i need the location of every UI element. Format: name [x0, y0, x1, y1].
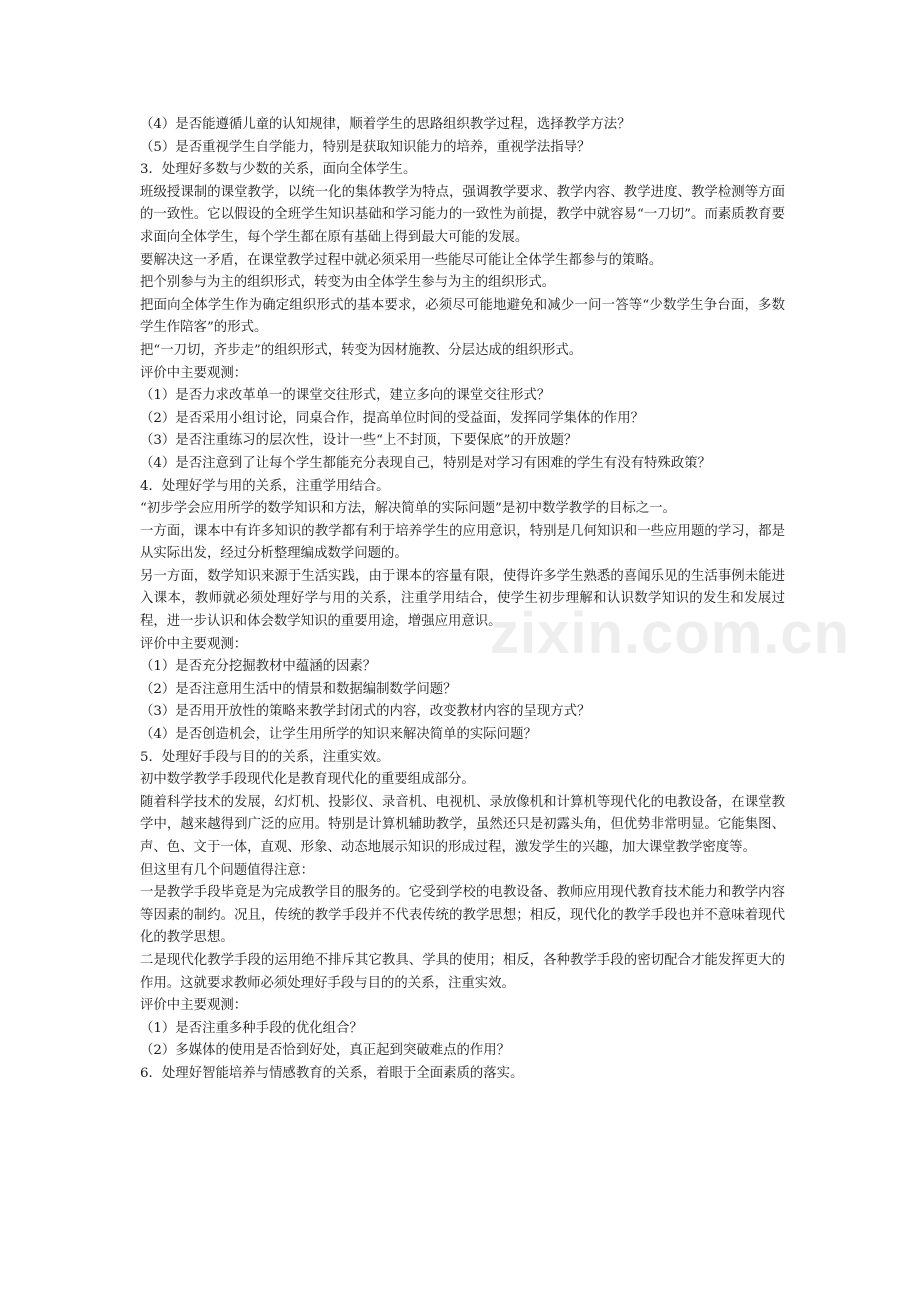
evaluation-heading: 评价中主要观测： [140, 636, 248, 652]
paragraph: 初中数学教学手段现代化是教育现代化的重要组成部分。 [140, 772, 475, 788]
paragraph: 要解决这一矛盾，在课堂教学过程中就必须采用一些能尽可能让全体学生都参与的策略。 [140, 252, 663, 268]
paragraph: 二是现代化教学手段的运用绝不排斥其它教具、学具的使用；相反，各种教学手段的密切配合才能发挥更大的作用。这就要求教师必须处理好手段与目的的关系，注重实效。 [140, 952, 785, 991]
paragraph: 把个别参与为主的组织形式，转变为由全体学生参与为主的组织形式。 [140, 275, 556, 291]
list-item: （4）是否创造机会，让学生用所学的知识来解决简单的实际问题？ [140, 727, 537, 743]
evaluation-heading: 评价中主要观测： [140, 998, 248, 1014]
paragraph: 班级授课制的课堂教学，以统一化的集体教学为特点，强调教学要求、教学内容、教学进度、教学检测等方面的一致性。它以假设的全班学生知识基础和学习能力的一致性为前提，教学中就容易“一刀切”。而素质教育要求面向全体学生，每个学生都在原有基础上得到最大可能的发展。 [140, 184, 785, 245]
section-heading: 6．处理好智能培养与情感教育的关系，着眼于全面素质的落实。 [140, 1065, 524, 1081]
section-heading: 4．处理好学与用的关系，注重学用结合。 [140, 478, 390, 494]
evaluation-heading: 评价中主要观测： [140, 365, 248, 381]
paragraph: 但这里有几个问题值得注意： [140, 862, 315, 878]
list-item: （1）是否力求改革单一的课堂交往形式，建立多向的课堂交往形式？ [140, 388, 551, 404]
section-heading: 5．处理好手段与目的的关系，注重实效。 [140, 749, 390, 765]
paragraph: （4）是否能遵循儿童的认知规律，顺着学生的思路组织教学过程，选择教学方法？ [140, 117, 631, 132]
document-body [140, 114, 785, 1086]
watermark: zixin.com.cn [490, 601, 851, 666]
list-item: （4）是否注意到了让每个学生都能充分表现自己，特别是对学习有困难的学生有没有特殊政策？ [140, 455, 711, 471]
paragraph: 随着科学技术的发展，幻灯机、投影仪、录音机、电视机、录放像机和计算机等现代化的电教设备，在课堂教学中，越来越得到广泛的应用。特别是计算机辅助教学，虽然还只是初露头角，但优势非常明显。它能集图、声、色、文于一体，直观、形象、动态地展示知识的形成过程，激发学生的兴趣，加大课堂教学密度等。 [140, 794, 785, 855]
list-item: （1）是否注重多种手段的优化组合？ [140, 1020, 363, 1036]
list-item: （3）是否用开放性的策略来教学封闭式的内容，改变教材内容的呈现方式？ [140, 704, 591, 720]
paragraph: （5）是否重视学生自学能力，特别是获取知识能力的培养，重视学法指导？ [140, 139, 591, 155]
paragraph: 把“一刀切，齐步走”的组织形式，转变为因材施教、分层达成的组织形式。 [140, 342, 583, 358]
list-item: （2）多媒体的使用是否恰到好处，真正起到突破难点的作用？ [140, 1043, 511, 1059]
paragraph: “初步学会应用所学的数学知识和方法，解决简单的实际问题”是初中数学教学的目标之一。 [140, 501, 676, 517]
paragraph: 一方面，课本中有许多知识的教学都有利于培养学生的应用意识，特别是几何知识和一些应用题的学习，都是从实际出发，经过分析整理编成数学问题的。 [140, 523, 785, 562]
list-item: （1）是否充分挖掘教材中蕴涵的因素？ [140, 659, 377, 675]
list-item: （3）是否注重练习的层次性，设计一些“上不封顶，下要保底”的开放题？ [140, 433, 578, 449]
paragraph: 另一方面，数学知识来源于生活实践，由于课本的容量有限，使得许多学生熟悉的喜闻乐见的生活事例未能进入课本，教师就必须处理好学与用的关系，注重学用结合，使学生初步理解和认识数学知识的发生和发展过程，进一步认识和体会数学知识的重要用途，增强应用意识。 [140, 568, 785, 630]
paragraph: 一是教学手段毕竟是为完成教学目的服务的。它受到学校的电教设备、教师应用现代教育技术能力和教学内容等因素的制约。况且，传统的教学手段并不代表传统的教学思想；相反，现代化的教学手段也并不意味着现代化的教学思想。 [140, 885, 785, 946]
paragraph: 把面向全体学生作为确定组织形式的基本要求，必须尽可能地避免和减少一问一答等“少数学生争台面，多数学生作陪客”的形式。 [140, 297, 785, 336]
list-item: （2）是否采用小组讨论，同桌合作，提高单位时间的受益面，发挥同学集体的作用？ [140, 410, 644, 426]
section-heading: 3．处理好多数与少数的关系，面向全体学生。 [140, 162, 417, 178]
list-item: （2）是否注意用生活中的情景和数据编制数学问题？ [140, 681, 457, 697]
